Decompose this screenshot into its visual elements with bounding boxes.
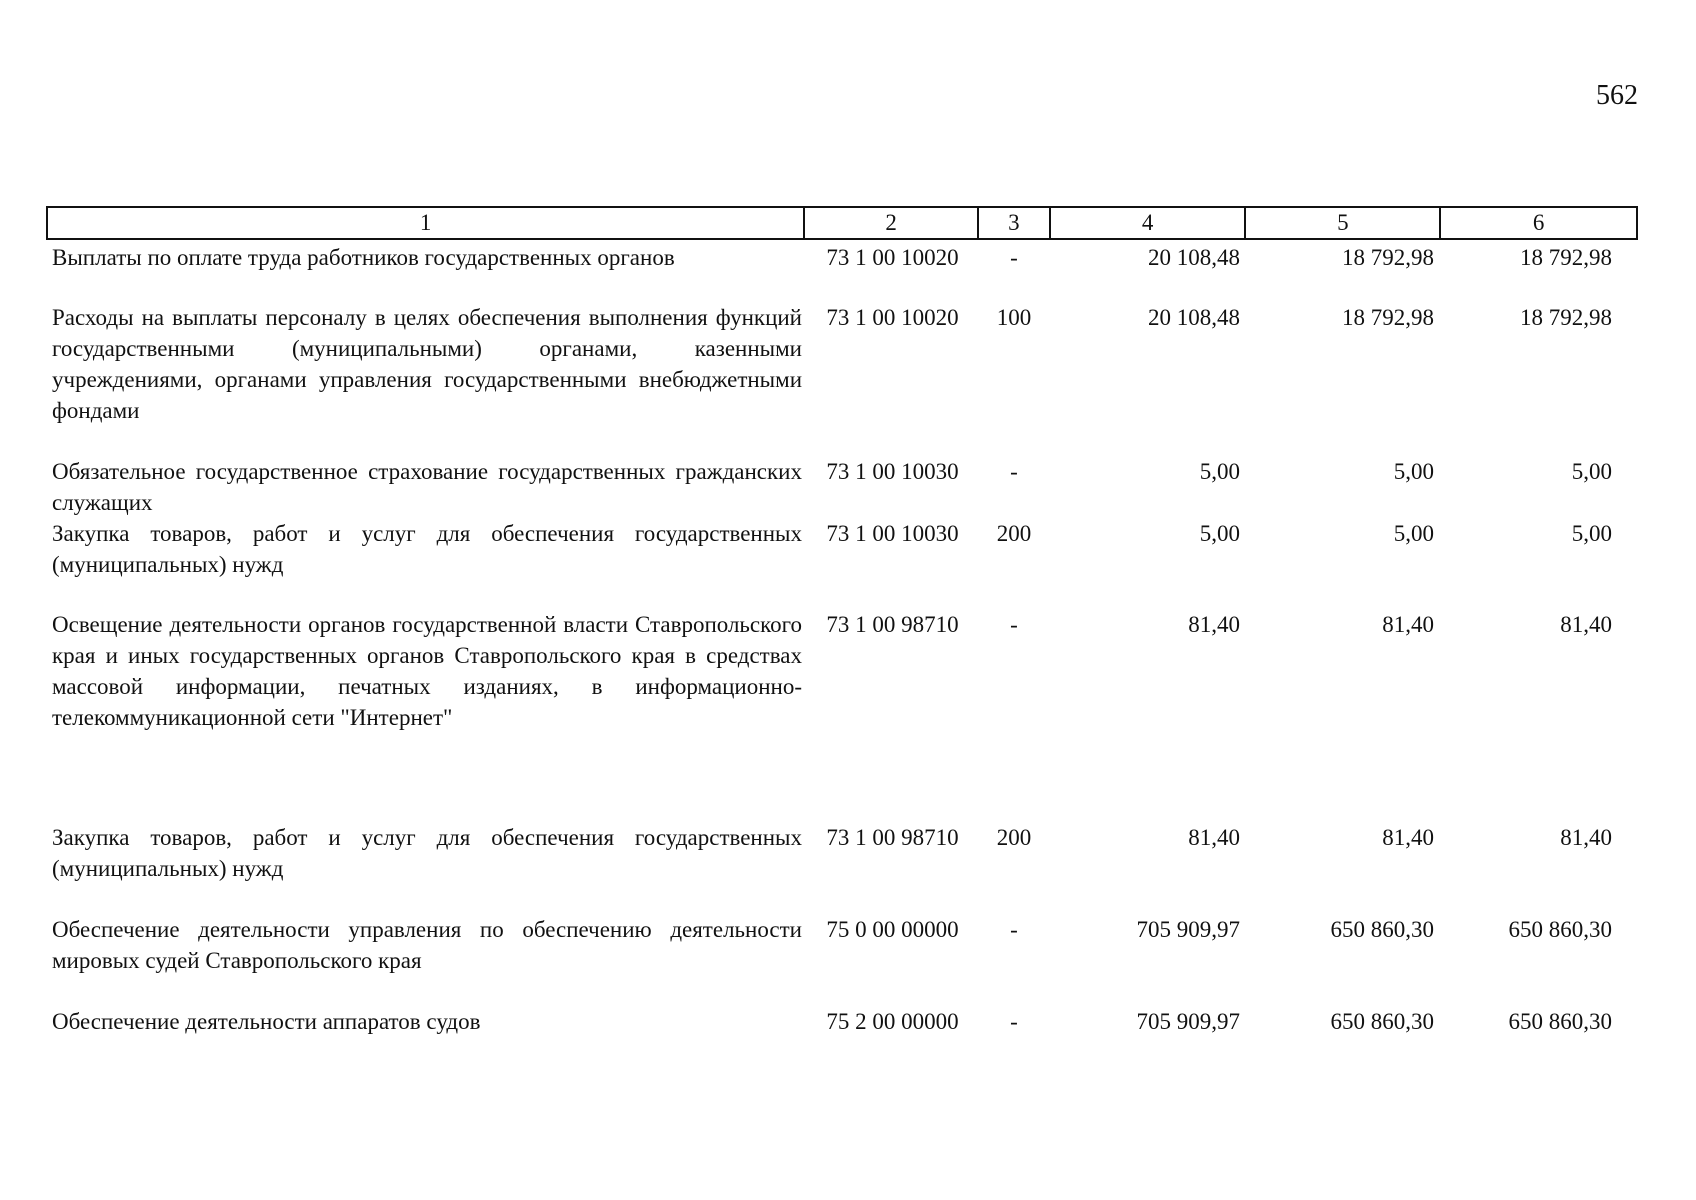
table-row bbox=[46, 518, 1638, 580]
row-name: Освещение деятельности органов государственной власти Ставропольского края и иных государственных органов Ставропольского края в средствах массовой информации, печатных изданиях, в информационно-телекоммуникационной сети "Интернет" bbox=[52, 612, 802, 730]
row-value-5: 81,40 bbox=[1382, 825, 1434, 850]
row-type: 200 bbox=[996, 521, 1032, 546]
row-value-5: 81,40 bbox=[1382, 612, 1434, 637]
row-type: - bbox=[1010, 612, 1018, 637]
table-row bbox=[46, 914, 1638, 976]
header-col-1: 1 bbox=[419, 210, 432, 235]
row-value-4: 5,00 bbox=[1199, 521, 1240, 546]
row-code: 75 0 00 00000 bbox=[826, 917, 959, 942]
page-number: 562 bbox=[1596, 80, 1638, 111]
row-value-4: 5,00 bbox=[1199, 459, 1240, 484]
row-code: 73 1 00 10020 bbox=[826, 245, 959, 270]
row-name: Закупка товаров, работ и услуг для обеспечения государственных (муниципальных) нужд bbox=[52, 825, 802, 881]
row-type: 100 bbox=[996, 305, 1032, 330]
row-value-6: 81,40 bbox=[1560, 825, 1612, 850]
header-col-5: 5 bbox=[1244, 208, 1439, 238]
row-code: 73 1 00 10020 bbox=[826, 305, 959, 330]
row-value-5: 18 792,98 bbox=[1342, 305, 1434, 330]
row-value-6: 5,00 bbox=[1571, 521, 1612, 546]
row-value-6: 18 792,98 bbox=[1520, 305, 1612, 330]
table-row bbox=[46, 822, 1638, 884]
row-name: Закупка товаров, работ и услуг для обеспечения государственных (муниципальных) нужд bbox=[52, 521, 802, 577]
row-type: 200 bbox=[996, 825, 1032, 850]
row-value-5: 5,00 bbox=[1393, 459, 1434, 484]
row-code: 73 1 00 98710 bbox=[826, 825, 959, 850]
row-value-5: 650 860,30 bbox=[1330, 917, 1434, 942]
row-name: Расходы на выплаты персоналу в целях обеспечения выполнения функций государственными (муниципальными) органами, казенными учреждениями, органами управления государственными внебюджетными фондами bbox=[52, 305, 802, 423]
row-value-6: 81,40 bbox=[1560, 612, 1612, 637]
row-value-4: 20 108,48 bbox=[1148, 305, 1240, 330]
row-name: Обязательное государственное страхование государственных гражданских служащих bbox=[52, 459, 802, 515]
table-row bbox=[46, 609, 1638, 733]
header-col-4: 4 bbox=[1049, 208, 1245, 238]
table-row bbox=[46, 456, 1638, 518]
row-value-5: 18 792,98 bbox=[1342, 245, 1434, 270]
budget-table bbox=[46, 206, 1638, 1037]
row-code: 73 1 00 98710 bbox=[826, 612, 959, 637]
row-name: Выплаты по оплате труда работников государственных органов bbox=[52, 245, 675, 270]
table-row bbox=[46, 242, 1638, 273]
row-code: 73 1 00 10030 bbox=[826, 459, 959, 484]
row-code: 75 2 00 00000 bbox=[826, 1009, 959, 1034]
row-value-4: 81,40 bbox=[1188, 612, 1240, 637]
row-value-4: 705 909,97 bbox=[1136, 1009, 1240, 1034]
row-code: 73 1 00 10030 bbox=[826, 521, 959, 546]
row-value-4: 81,40 bbox=[1188, 825, 1240, 850]
header-col-3: 3 bbox=[977, 208, 1049, 238]
row-type: - bbox=[1010, 245, 1018, 270]
row-value-6: 650 860,30 bbox=[1508, 917, 1612, 942]
row-value-5: 5,00 bbox=[1393, 521, 1434, 546]
row-type: - bbox=[1010, 1009, 1018, 1034]
row-value-5: 650 860,30 bbox=[1330, 1009, 1434, 1034]
header-col-6: 6 bbox=[1439, 208, 1636, 238]
row-value-4: 20 108,48 bbox=[1148, 245, 1240, 270]
row-type: - bbox=[1010, 917, 1018, 942]
row-name: Обеспечение деятельности управления по обеспечению деятельности мировых судей Ставропольского края bbox=[52, 917, 802, 973]
table-row bbox=[46, 1006, 1638, 1037]
row-value-6: 18 792,98 bbox=[1520, 245, 1612, 270]
header-col-2: 2 bbox=[803, 208, 977, 238]
row-value-6: 650 860,30 bbox=[1508, 1009, 1612, 1034]
row-name: Обеспечение деятельности аппаратов судов bbox=[52, 1009, 481, 1034]
row-value-6: 5,00 bbox=[1571, 459, 1612, 484]
table-row bbox=[46, 302, 1638, 426]
row-value-4: 705 909,97 bbox=[1136, 917, 1240, 942]
table-header bbox=[46, 206, 1638, 240]
row-type: - bbox=[1010, 459, 1018, 484]
